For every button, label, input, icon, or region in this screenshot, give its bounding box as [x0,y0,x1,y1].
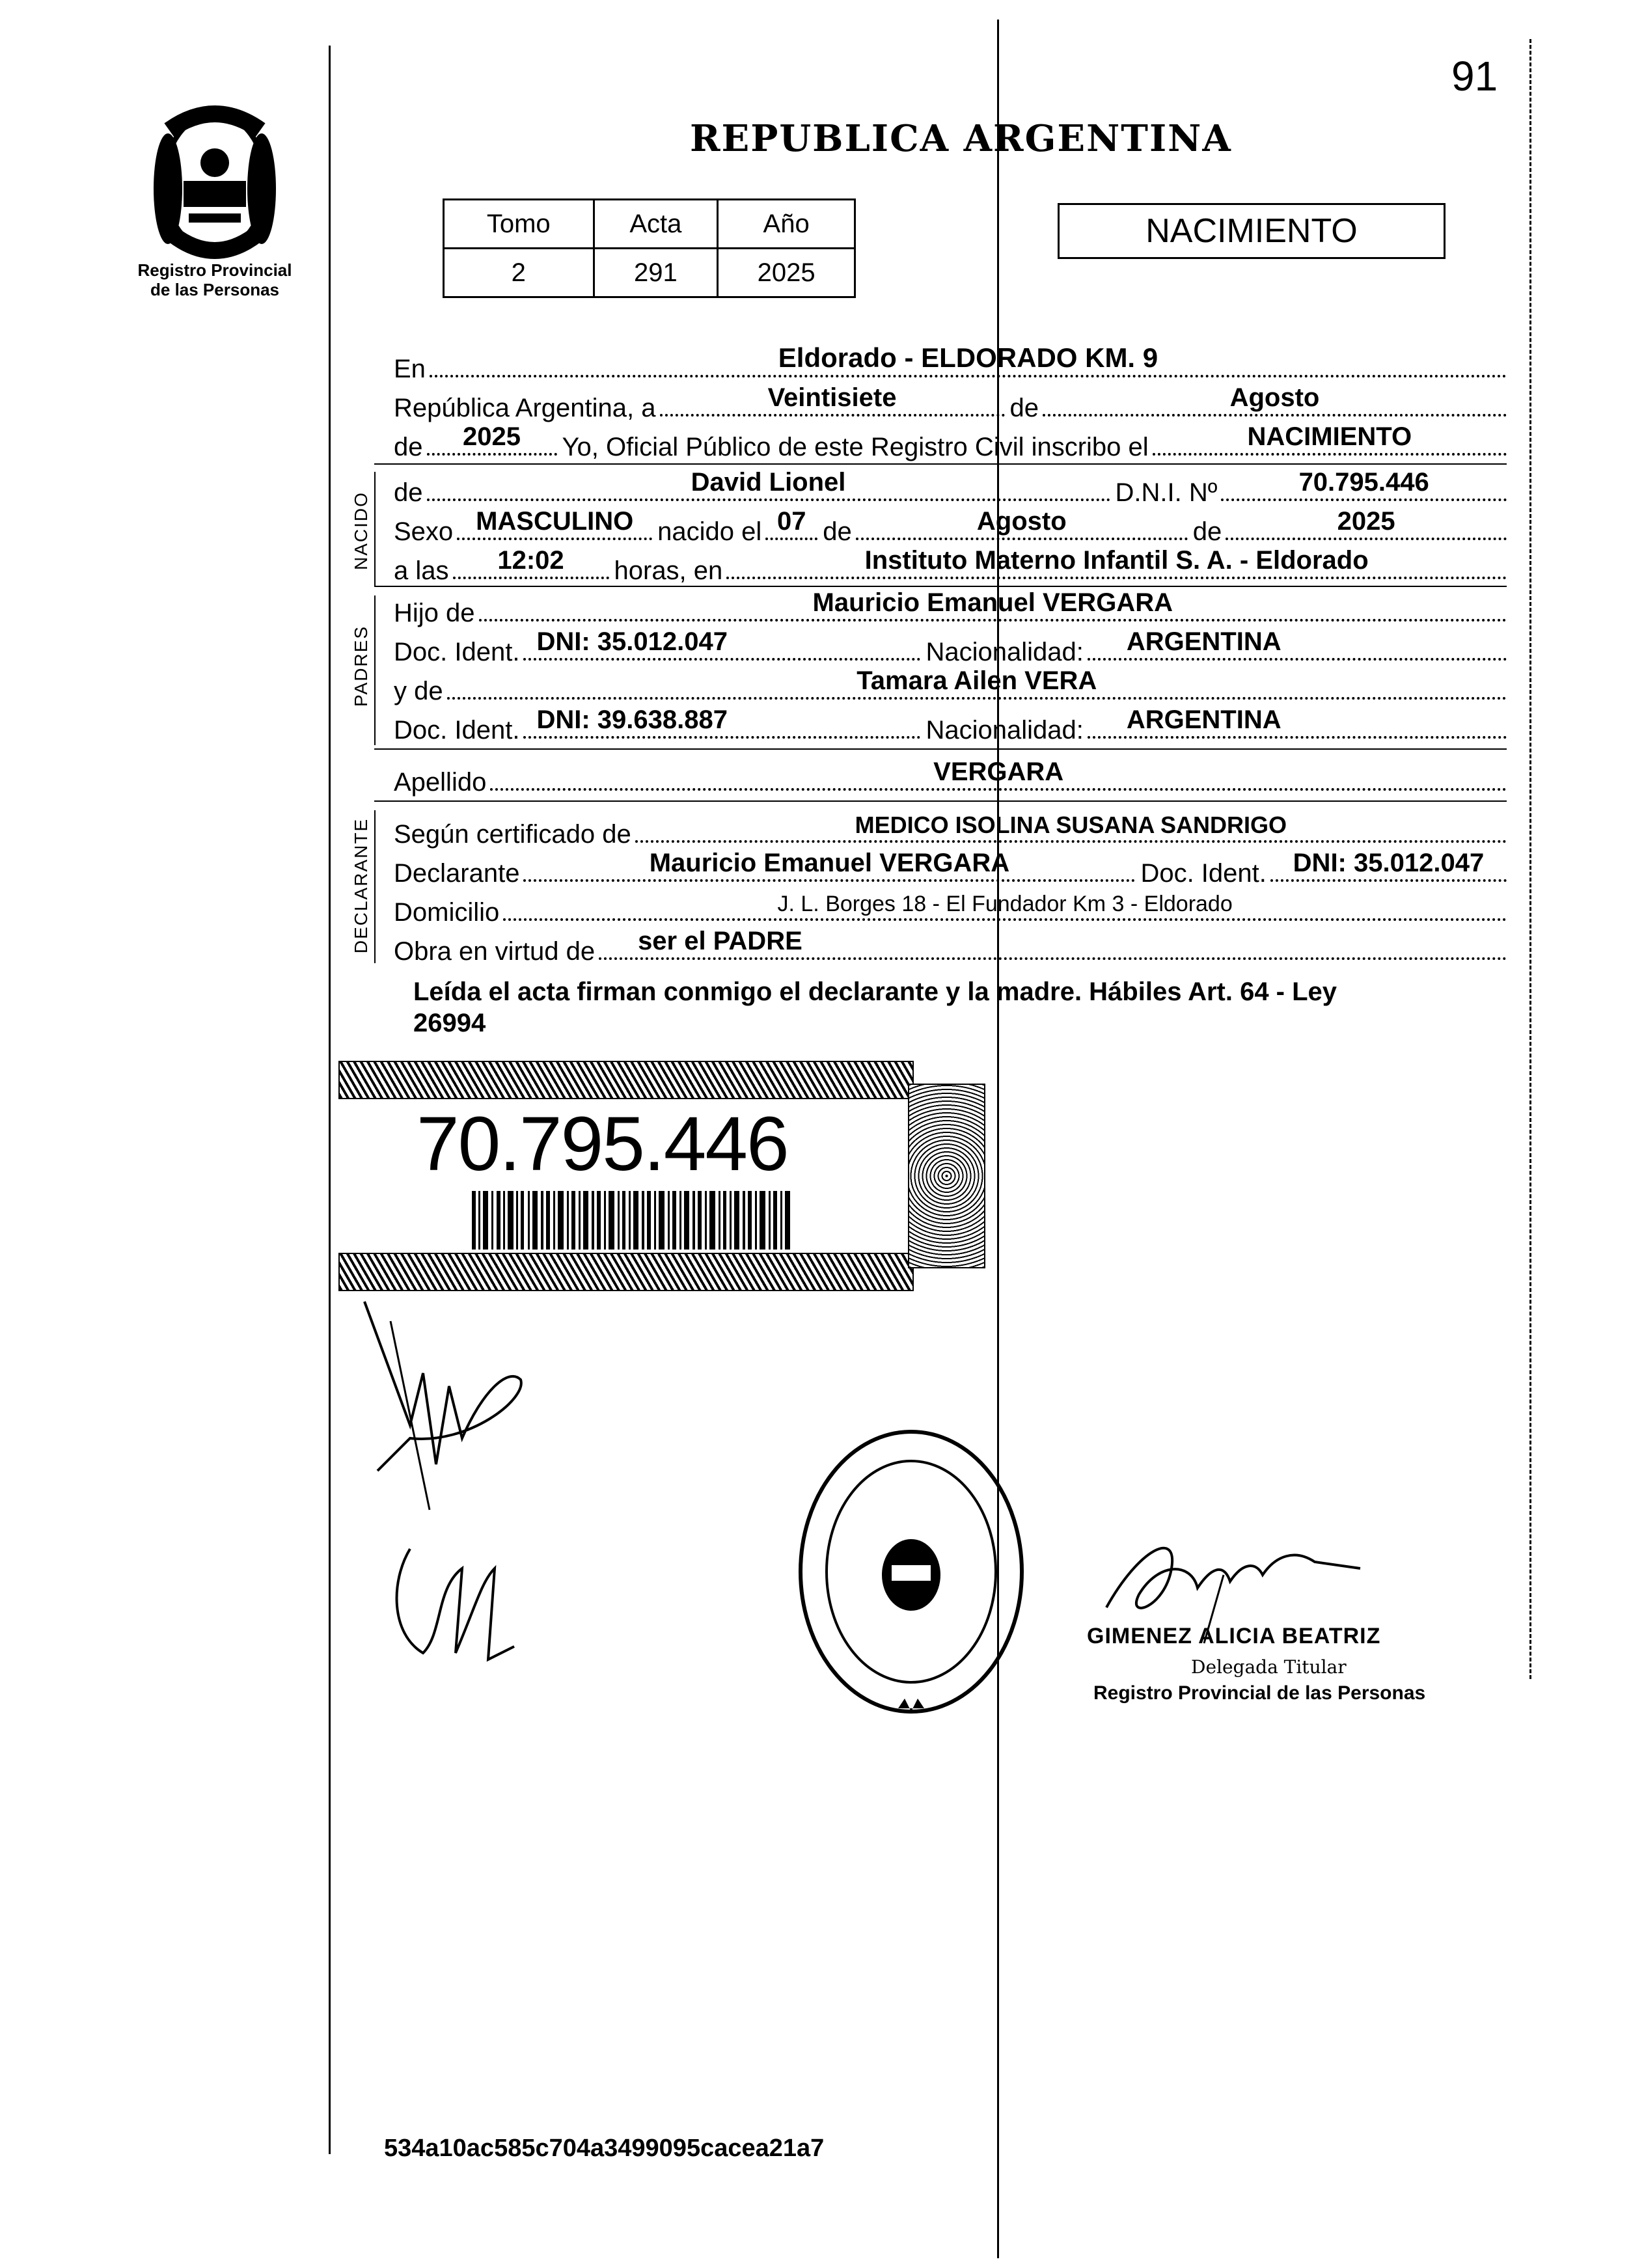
label-hijo-de: Hijo de [394,599,475,627]
mother-name-value: Tamara Ailen VERA [857,666,1097,695]
label-decl-doc: Doc. Ident. [1140,859,1267,888]
id-barcode-label [338,1061,911,1289]
domicilio-value: J. L. Borges 18 - El Fundador Km 3 - Eldorado [777,892,1233,916]
padres-bracket [374,595,376,745]
section-declarante: DECLARANTE [351,817,371,954]
row-nacido-hora [394,547,1507,586]
father-nat-value: ARGENTINA [1126,627,1282,656]
security-band-top [338,1061,914,1099]
document-type-box: NACIMIENTO [1058,203,1446,259]
label-nacido-de: de [394,478,423,507]
left-margin-line [329,46,331,2154]
row-declarante [394,849,1507,888]
table-header-acta: Acta [594,200,718,249]
table-header-anio: Año [718,200,855,249]
label-y-de: y de [394,677,443,705]
label-sexo: Sexo [394,517,454,546]
event-value: NACIMIENTO [1247,422,1412,451]
apellido-value: VERGARA [933,758,1064,786]
label-domicilio: Domicilio [394,898,500,927]
registry-line1: Registro Provincial [137,260,292,280]
birth-year-value: 2025 [1337,507,1395,536]
label-declarante: Declarante [394,859,520,888]
birth-place-value: Instituto Materno Infantil S. A. - Eldorado [864,546,1369,575]
mother-doc-value: DNI: 39.638.887 [536,705,728,734]
official-name: GIMENEZ ALICIA BEATRIZ [1087,1624,1381,1648]
registry-seal [794,1425,1028,1718]
right-margin-line [1529,39,1531,1679]
label-republica: República Argentina, a [394,394,656,422]
official-office: Registro Provincial de las Personas [1093,1682,1426,1704]
country-title: REPUBLICA ARGENTINA [690,117,1232,160]
label-en: En [394,355,426,383]
barcode [472,1191,791,1250]
year-value: 2025 [463,422,521,451]
province-logo [143,104,286,267]
row-nacido-sexo [394,508,1507,547]
section-nacido: NACIDO [351,491,371,570]
row-father-doc [394,628,1507,667]
row-year [394,423,1507,462]
birth-day-value: 07 [777,507,806,536]
row-date [394,384,1507,423]
month-value: Agosto [1229,383,1320,412]
row-cert [394,810,1507,849]
mother-signature [384,1529,534,1673]
declarante-bracket [374,810,376,963]
document-hash: 534a10ac585c704a3499095cacea21a7 [384,2135,825,2162]
nacido-dni-value: 70.795.446 [1298,468,1429,497]
label-father-nat: Nacionalidad: [925,638,1084,666]
row-apellido [394,758,1507,797]
row-father [394,589,1507,628]
label-mother-nat: Nacionalidad: [925,716,1084,745]
registry-line2: de las Personas [150,280,279,299]
divider-4 [374,800,1507,802]
day-text-value: Veintisiete [767,383,897,412]
record-table [443,198,856,298]
row-place [394,342,1507,384]
label-de-year: de [1192,517,1222,546]
table-value-anio: 2025 [718,249,855,297]
id-number-large: 70.795.446 [417,1101,788,1187]
cert-value: MEDICO ISOLINA SUSANA SANDRIGO [855,812,1287,838]
divider-1 [374,463,1507,465]
label-nacido-el: nacido el [657,517,762,546]
nacido-bracket [374,472,376,586]
birth-month-value: Agosto [976,507,1067,536]
nacido-name-value: David Lionel [691,468,846,497]
closing-line-1: Leída el acta firman conmigo el declarante y la madre. Hábiles Art. 64 - Ley [413,977,1337,1006]
label-de-month: de [823,517,852,546]
father-doc-value: DNI: 35.012.047 [536,627,728,656]
sexo-value: MASCULINO [476,507,634,536]
mother-nat-value: ARGENTINA [1126,705,1282,734]
label-de2: de [394,433,423,461]
father-name-value: Mauricio Emanuel VERGARA [812,588,1173,617]
row-domicilio [394,888,1507,927]
label-mother-doc: Doc. Ident. [394,716,520,745]
row-nacido-name [394,469,1507,508]
row-mother-doc [394,706,1507,745]
closing-line-2: 26994 [413,1009,486,1037]
section-padres: PADRES [351,625,371,707]
label-de: de [1009,394,1039,422]
label-father-doc: Doc. Ident. [394,638,520,666]
official-title: Delegada Titular [1191,1656,1347,1678]
table-header-tomo: Tomo [444,200,594,249]
declarante-name-value: Mauricio Emanuel VERGARA [649,849,1010,877]
security-band-bottom [338,1253,914,1291]
divider-3 [374,748,1507,750]
row-mother [394,667,1507,706]
label-obra: Obra en virtud de [394,937,596,966]
registry-name [111,260,319,299]
obra-value: ser el PADRE [638,927,802,955]
page-number: 91 [1451,53,1498,100]
birth-time-value: 12:02 [497,546,564,575]
intro-sentence: Yo, Oficial Público de este Registro Civil inscribo el [562,433,1149,461]
divider-2 [374,586,1507,587]
place-value: Eldorado - ELDORADO KM. 9 [778,342,1158,373]
label-dni: D.N.I. Nº [1115,478,1218,507]
table-value-tomo: 2 [444,249,594,297]
label-horas-en: horas, en [614,556,723,585]
declarante-doc-value: DNI: 35.012.047 [1293,849,1485,877]
label-apellido: Apellido [394,768,487,797]
label-cert: Según certificado de [394,820,631,849]
declarant-signature [351,1295,560,1542]
label-a-las: a las [394,556,449,585]
row-obra [394,927,1507,966]
table-value-acta: 291 [594,249,718,297]
security-hologram [908,1084,985,1268]
closing-statement [413,976,1337,1039]
